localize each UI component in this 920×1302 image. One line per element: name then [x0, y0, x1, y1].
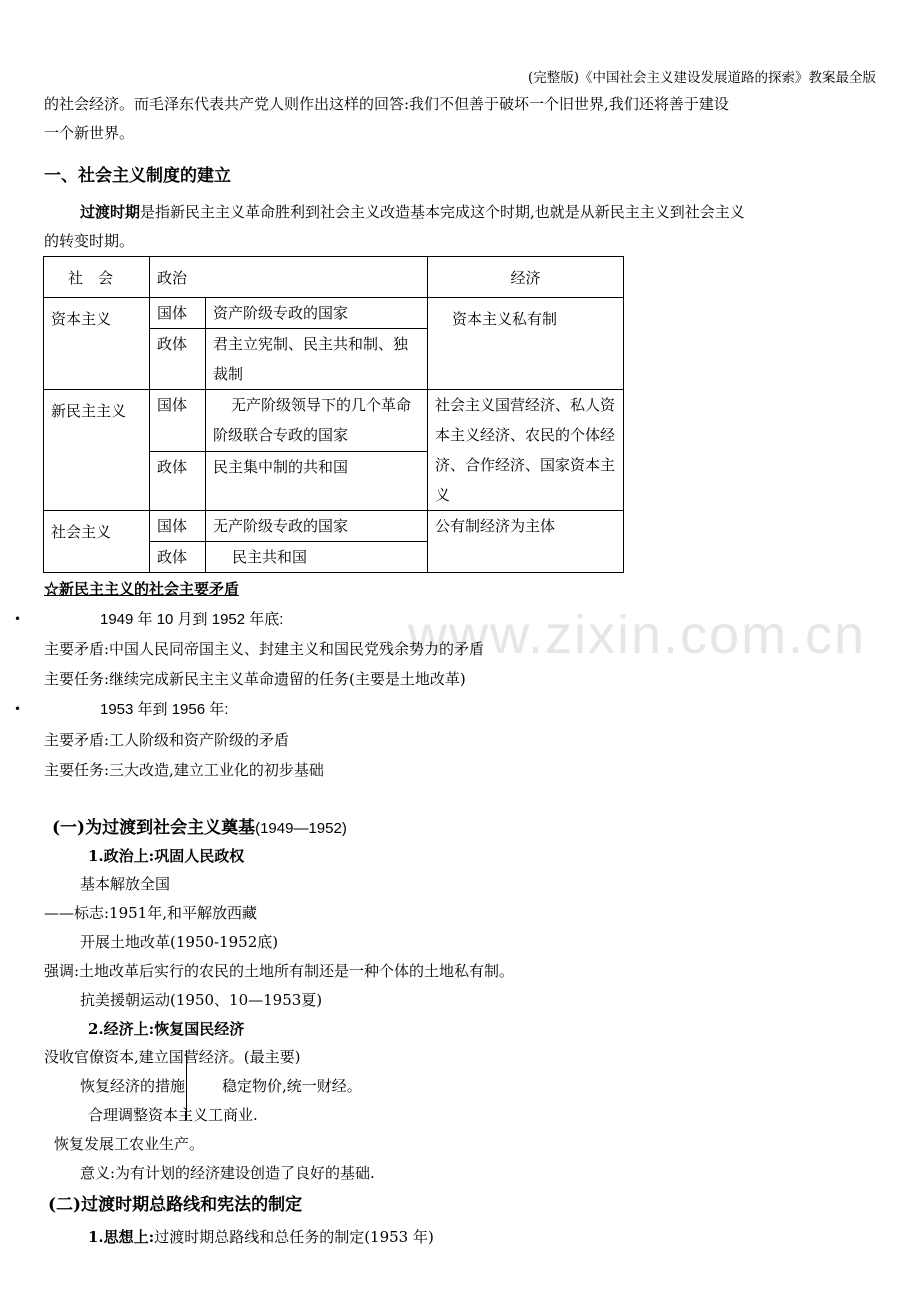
bullet-icon: •	[14, 702, 22, 716]
watermark: www.zixin.com.cn	[408, 605, 867, 665]
politics-subtitle: 1.政治上:巩固人民政权	[88, 847, 245, 865]
period-1-contradiction: 主要矛盾:中国人民同帝国主义、封建主义和国民党残余势力的矛盾	[44, 640, 485, 658]
zhengti-value: 民主集中制的共和国	[206, 452, 428, 511]
intro-line-1: 的社会经济。而毛泽东代表共产党人则作出这样的回答:我们不但善于破坏一个旧世界,我们还将善于建设	[44, 95, 729, 113]
economy-significance: 意义:为有计划的经济建设创造了良好的基础.	[80, 1164, 375, 1182]
period-2: 1953 年到 1956 年:	[100, 701, 229, 718]
politics-item-2: ——标志:1951年,和平解放西藏	[44, 904, 257, 922]
table-row	[44, 511, 624, 542]
period-1: 1949 年 10 月到 1952 年底:	[100, 611, 284, 628]
period-2-contradiction: 主要矛盾:工人阶级和资产阶级的矛盾	[44, 731, 290, 749]
society-socialism: 社会主义	[44, 511, 150, 573]
zhengti-value: 民主共和国	[206, 542, 428, 573]
society-comparison-table	[43, 256, 624, 573]
guoti-label: 国体	[150, 390, 206, 452]
part-2-item-1-label: 1.思想上:	[88, 1228, 155, 1246]
economy-item-1: 没收官僚资本,建立国营经济。(最主要)	[44, 1048, 301, 1066]
economy-measure-3: 恢复发展工农业生产。	[54, 1135, 205, 1153]
section-1-title: 一、社会主义制度的建立	[44, 166, 231, 186]
economy-capitalism: 资本主义私有制	[428, 298, 624, 390]
zhengti-value: 君主立宪制、民主共和制、独裁制	[206, 329, 428, 390]
society-new-democracy: 新民主主义	[44, 390, 150, 511]
politics-item-4: 抗美援朝运动(1950、10—1953夏)	[80, 991, 323, 1009]
transition-definition: 是指新民主主义革命胜利到社会主义改造基本完成这个时期,也就是从新民主主义到社会主义	[140, 203, 745, 221]
part-1-years: (1949—1952)	[255, 820, 347, 837]
politics-item-1: 基本解放全国	[80, 875, 171, 893]
zhengti-label: 政体	[150, 329, 206, 390]
bullet-icon: •	[14, 612, 22, 626]
economy-socialism: 公有制经济为主体	[428, 511, 624, 573]
guoti-label: 国体	[150, 511, 206, 542]
society-capitalism: 资本主义	[44, 298, 150, 390]
header-society: 社 会	[44, 257, 150, 298]
table-header-row	[44, 257, 624, 298]
zhengti-label: 政体	[150, 542, 206, 573]
guoti-value: 无产阶级专政的国家	[206, 511, 428, 542]
part-2-title: (二)过渡时期总路线和宪法的制定	[48, 1195, 303, 1215]
economy-new-democracy: 社会主义国营经济、私人资本主义经济、农民的个体经济、合作经济、国家资本主义	[428, 390, 624, 511]
period-1-task: 主要任务:继续完成新民主主义革命遗留的任务(主要是土地改革)	[44, 670, 466, 688]
header-politics: 政治	[150, 257, 428, 298]
transition-term: 过渡时期	[80, 203, 141, 221]
politics-item-3: 开展土地改革(1950-1952底)	[80, 933, 279, 951]
part-2-item-1	[88, 1226, 434, 1247]
economy-measures-label: 恢复经济的措施	[80, 1077, 186, 1095]
transition-paragraph	[80, 201, 745, 222]
page-header: (完整版)《中国社会主义建设发展道路的探索》教案最全版	[527, 70, 876, 86]
economy-measure-2: 合理调整资本主义工商业.	[88, 1106, 258, 1124]
guoti-value: 无产阶级领导下的几个革命阶级联合专政的国家	[206, 390, 428, 452]
part-2-item-1-text: 过渡时期总路线和总任务的制定(1953 年)	[154, 1228, 434, 1246]
politics-emphasis: 强调:土地改革后实行的农民的土地所有制还是一种个体的土地私有制。	[44, 962, 515, 980]
table-row	[44, 298, 624, 329]
part-1-title: (一)为过渡到社会主义奠基	[52, 818, 256, 838]
economy-measure-1: 稳定物价,统一财经。	[222, 1077, 362, 1095]
part-1-heading	[52, 813, 347, 838]
transition-line-2: 的转变时期。	[44, 232, 135, 250]
zhengti-label: 政体	[150, 452, 206, 511]
table-row	[44, 390, 624, 452]
economy-subtitle: 2.经济上:恢复国民经济	[88, 1020, 245, 1038]
guoti-value: 资产阶级专政的国家	[206, 298, 428, 329]
header-economy: 经济	[428, 257, 624, 298]
intro-line-2: 一个新世界。	[44, 124, 135, 142]
period-2-task: 主要任务:三大改造,建立工业化的初步基础	[44, 761, 324, 779]
contradiction-title: ☆新民主主义的社会主要矛盾	[44, 580, 240, 598]
guoti-label: 国体	[150, 298, 206, 329]
